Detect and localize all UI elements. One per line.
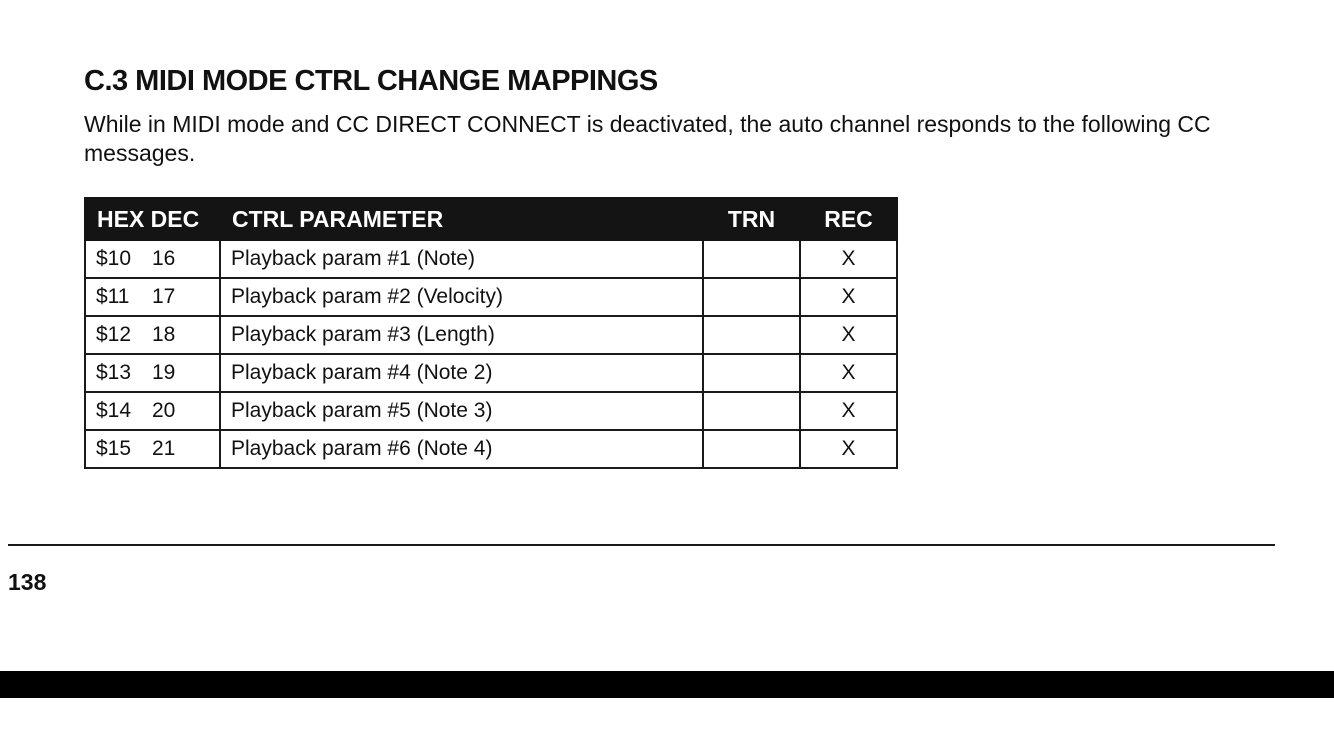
- footer-divider: [8, 544, 1275, 546]
- dec-value: 17: [152, 285, 176, 308]
- header-rec: REC: [800, 198, 897, 240]
- rec-cell: X: [800, 316, 897, 354]
- hex-dec-cell: [85, 392, 220, 430]
- trn-cell: [703, 354, 800, 392]
- header-hex-dec: HEX DEC: [85, 198, 220, 240]
- hex-value: $14: [96, 399, 132, 422]
- parameter-cell: Playback param #1 (Note): [220, 240, 703, 278]
- table-row: [85, 430, 897, 468]
- hex-dec-cell: [85, 240, 220, 278]
- dec-value: 18: [152, 323, 176, 346]
- dec-value: 16: [152, 247, 176, 270]
- trn-cell: [703, 278, 800, 316]
- cc-mapping-table: [84, 197, 898, 469]
- dec-value: 21: [152, 437, 176, 460]
- rec-cell: X: [800, 354, 897, 392]
- trn-cell: [703, 430, 800, 468]
- dec-value: 20: [152, 399, 176, 422]
- parameter-cell: Playback param #4 (Note 2): [220, 354, 703, 392]
- hex-dec-cell: [85, 354, 220, 392]
- hex-value: $13: [96, 361, 132, 384]
- hex-value: $11: [96, 285, 130, 308]
- parameter-cell: Playback param #3 (Length): [220, 316, 703, 354]
- header-trn: TRN: [703, 198, 800, 240]
- hex-value: $12: [96, 323, 132, 346]
- bottom-black-bar: [0, 671, 1334, 698]
- rec-cell: X: [800, 392, 897, 430]
- intro-paragraph: While in MIDI mode and CC DIRECT CONNECT is deactivated, the auto channel responds to the following CC messages.: [84, 111, 1211, 166]
- parameter-cell: Playback param #2 (Velocity): [220, 278, 703, 316]
- table-row: [85, 392, 897, 430]
- hex-dec-cell: [85, 278, 220, 316]
- parameter-cell: Playback param #6 (Note 4): [220, 430, 703, 468]
- table-row: [85, 278, 897, 316]
- trn-cell: [703, 392, 800, 430]
- hex-value: $15: [96, 437, 132, 460]
- page-title: C.3 MIDI MODE CTRL CHANGE MAPPINGS: [84, 65, 658, 97]
- table-row: [85, 240, 897, 278]
- trn-cell: [703, 240, 800, 278]
- table-row: [85, 354, 897, 392]
- page-number: 138: [8, 569, 47, 595]
- hex-dec-cell: [85, 316, 220, 354]
- trn-cell: [703, 316, 800, 354]
- dec-value: 19: [152, 361, 176, 384]
- header-ctrl-parameter: CTRL PARAMETER: [220, 198, 703, 240]
- table-header-row: [85, 198, 897, 240]
- rec-cell: X: [800, 278, 897, 316]
- parameter-cell: Playback param #5 (Note 3): [220, 392, 703, 430]
- rec-cell: X: [800, 240, 897, 278]
- rec-cell: X: [800, 430, 897, 468]
- hex-value: $10: [96, 247, 132, 270]
- hex-dec-cell: [85, 430, 220, 468]
- table-row: [85, 316, 897, 354]
